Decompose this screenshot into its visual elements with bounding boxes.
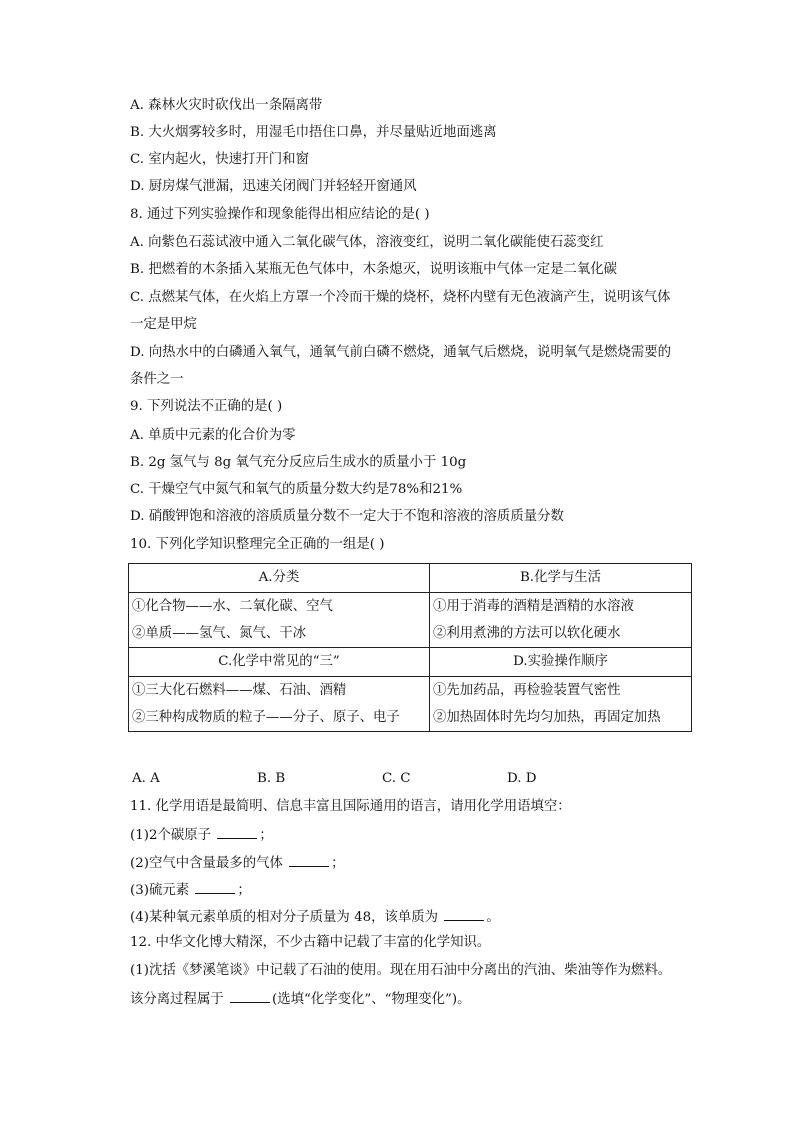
q9-option-b: B. 2g 氢气与 8g 氧气充分反应后生成水的质量小于 10g [130,455,467,470]
table-cell-b [430,593,692,648]
q10-knowledge-table [128,563,692,732]
table-d-item-1: ①先加药品，再检验装置气密性 [433,683,621,698]
table-a-item-1: ①化合物——水、二氧化碳、空气 [132,599,333,614]
q10-stem: 10. 下列化学知识整理完全正确的一组是( ) [130,537,385,552]
q11-part-3 [130,879,251,899]
q10-choice-c: C. C [382,771,411,786]
table-head-a: A.分类 [129,564,430,593]
q10-choice-a: A. A [132,771,160,786]
q10-choice-b: B. B [257,771,286,786]
q12-part-1-line1: (1)沈括《梦溪笔谈》中记载了石油的使用。现在用石油中分离出的汽油、柴油等作为燃料。 [130,963,672,978]
q9-option-c: C. 干燥空气中氮气和氧气的质量分数大约是78%和21% [130,482,463,497]
q11-part-4-text: (4)某种氧元素单质的相对分子质量为 48，该单质为 [130,910,439,925]
q8-option-a: A. 向紫色石蕊试液中通入二氧化碳气体，溶液变红，说明二氧化碳能使石蕊变红 [130,235,604,250]
q11-part-2-text: (2)空气中含量最多的气体 [130,856,283,871]
q8-option-b: B. 把燃着的木条插入某瓶无色气体中，木条熄灭，说明该瓶中气体一定是二氧化碳 [130,262,618,277]
q9-stem: 9. 下列说法不正确的是( ) [130,399,283,414]
table-cell-d [430,677,692,732]
semicolon: ； [331,856,345,871]
answer-blank-3[interactable] [195,879,235,894]
q7-option-b: B. 大火烟雾较多时，用湿毛巾捂住口鼻，并尽量贴近地面逃离 [130,125,497,140]
table-d-item-2: ②加热固体时先均匀加热，再固定加热 [433,710,661,725]
q7-option-c: C. 室内起火，快速打开门和窗 [130,152,309,167]
q8-option-d-line1: D. 向热水中的白磷通入氧气，通氧气前白磷不燃烧，通氧气后燃烧，说明氧气是燃烧需要的 [130,345,672,360]
q12-stem: 12. 中华文化博大精深，不少古籍中记载了丰富的化学知识。 [130,935,491,950]
table-c-item-2: ②三种构成物质的粒子——分子、原子、电子 [132,710,400,725]
q11-part-1 [130,824,273,844]
period: 。 [486,910,500,925]
q9-option-a: A. 单质中元素的化合价为零 [130,428,296,443]
table-b-item-2: ②利用煮沸的方法可以软化硬水 [433,626,621,641]
answer-blank-5[interactable] [230,988,270,1003]
table-head-b: B.化学与生活 [430,564,692,593]
answer-blank-4[interactable] [444,906,484,921]
table-c-item-1: ①三大化石燃料——煤、石油、酒精 [132,683,347,698]
table-head-c: C.化学中常见的“三” [129,648,430,677]
q11-part-2 [130,852,345,872]
q7-option-d: D. 厨房煤气泄漏，迅速关闭阀门并轻轻开窗通风 [130,179,417,194]
table-b-item-1: ①用于消毒的酒精是酒精的水溶液 [433,599,634,614]
q12-part-1-prefix: 该分离过程属于 [130,992,224,1007]
q11-stem: 11. 化学用语是最简明、信息丰富且国际通用的语言，请用化学用语填空： [130,799,571,814]
q8-stem: 8. 通过下列实验操作和现象能得出相应结论的是( ) [130,207,430,222]
answer-blank-2[interactable] [289,852,329,867]
semicolon: ； [259,828,273,843]
table-cell-a [129,593,430,648]
q7-option-a: A. 森林火灾时砍伐出一条隔离带 [130,98,323,113]
q10-choice-d: D. D [507,771,537,786]
q8-option-d-line2: 条件之一 [130,372,184,387]
answer-blank-1[interactable] [217,824,257,839]
table-a-item-2: ②单质——氢气、氮气、干冰 [132,626,307,641]
q12-part-1-suffix: (选填“化学变化”、“物理变化”)。 [272,992,471,1007]
table-cell-c [129,677,430,732]
table-head-d: D.实验操作顺序 [430,648,692,677]
semicolon: ； [237,883,251,898]
q9-option-d: D. 硝酸钾饱和溶液的溶质质量分数不一定大于不饱和溶液的溶质质量分数 [130,509,564,524]
q12-part-1-line2 [130,988,471,1008]
q8-option-c-line2: 一定是甲烷 [130,317,197,332]
q11-part-3-text: (3)硫元素 [130,883,190,898]
q11-part-1-text: (1)2个碳原子 [130,828,212,843]
q8-option-c-line1: C. 点燃某气体，在火焰上方罩一个冷而干燥的烧杯，烧杯内壁有无色液滴产生，说明该气体 [130,290,671,305]
q11-part-4 [130,906,500,926]
